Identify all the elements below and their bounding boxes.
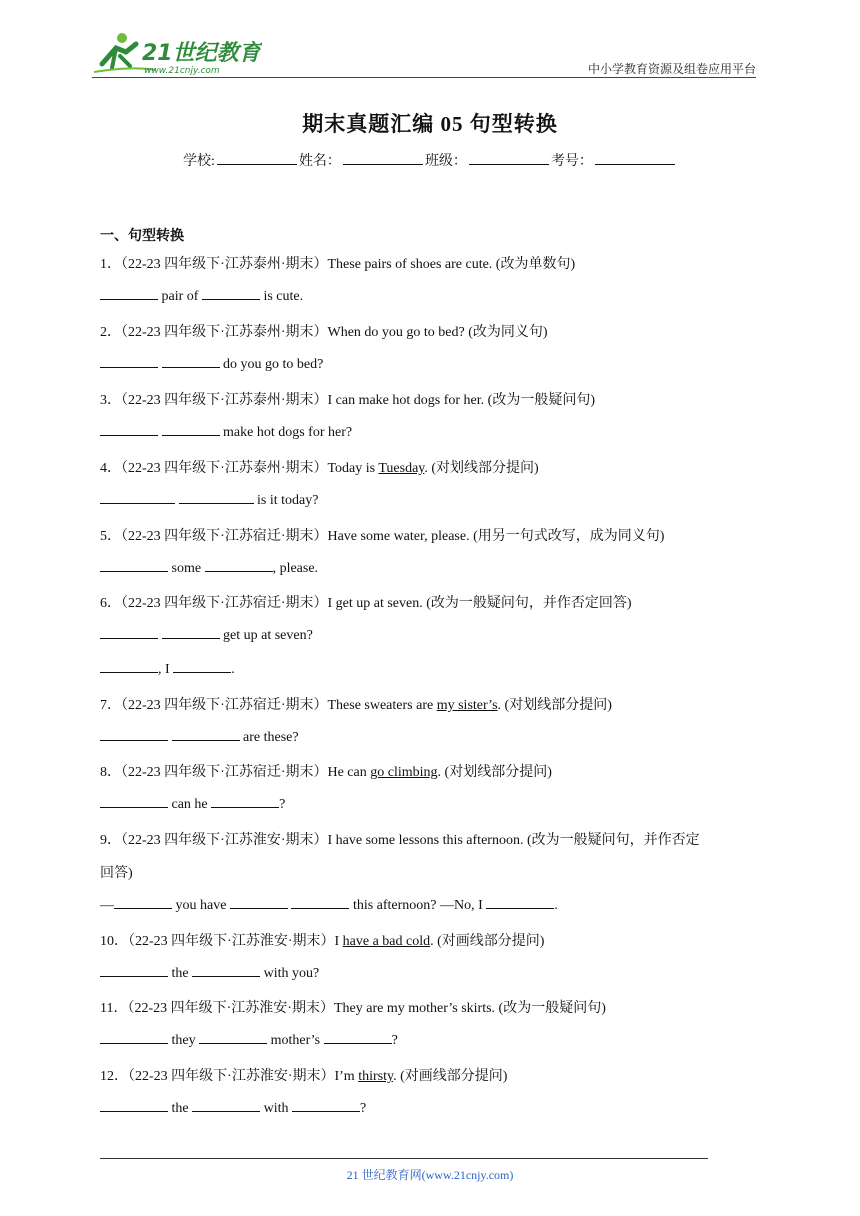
answer-blank[interactable]	[292, 1099, 360, 1112]
question-instruction: . (对划线部分提问)	[497, 698, 612, 713]
answer-line-1	[100, 287, 303, 305]
answer-blank[interactable]	[100, 1099, 168, 1112]
answer-text: .	[231, 662, 235, 677]
question-text: 4．（22-23 四年级下·江苏泰州·期末）Today is	[100, 461, 379, 476]
answer-text: .	[554, 898, 558, 913]
platform-name: 中小学教育资源及组卷应用平台	[587, 62, 756, 76]
answer-line-7	[100, 728, 299, 746]
answer-line-8	[100, 795, 285, 813]
answer-blank[interactable]	[100, 1031, 168, 1044]
question-text: 3．（22-23 四年级下·江苏泰州·期末）I can make hot dogs for her. (改为一般疑问句)	[100, 393, 595, 408]
runner-logo-icon	[92, 30, 262, 76]
page-header	[92, 30, 756, 76]
underlined-phrase: go climbing	[370, 765, 438, 780]
question-text: 11．（22-23 四年级下·江苏淮安·期末）They are my mother’s skirts. (改为一般疑问句)	[100, 1001, 606, 1016]
answer-blank[interactable]	[100, 795, 168, 808]
question-8	[100, 761, 552, 781]
question-text: 9．（22-23 四年级下·江苏淮安·期末）I have some lessons this afternoon. (改为一般疑问句，并作否定	[100, 833, 700, 848]
answer-text: pair of	[158, 289, 202, 304]
header-divider	[92, 77, 756, 78]
answer-blank[interactable]	[179, 491, 254, 504]
answer-line-9	[100, 896, 558, 914]
section-heading: 一、句型转换	[100, 228, 184, 244]
answer-text: can he	[168, 797, 212, 812]
answer-line-5	[100, 559, 318, 577]
question-3	[100, 389, 595, 409]
answer-blank[interactable]	[100, 423, 158, 436]
answer-text: , I	[158, 662, 174, 677]
answer-blank[interactable]	[192, 964, 260, 977]
question-instruction: . (对划线部分提问)	[424, 461, 539, 476]
underlined-phrase: thirsty	[358, 1069, 394, 1084]
answer-text: is cute.	[259, 289, 304, 304]
answer-text: the	[168, 1101, 193, 1116]
underlined-phrase: my sister’s	[436, 698, 498, 713]
class-blank[interactable]	[469, 152, 549, 165]
answer-text: this afternoon? —No, I	[349, 898, 487, 913]
answer-blank[interactable]	[162, 626, 220, 639]
name-label: 姓名：	[298, 154, 341, 169]
answer-blank[interactable]	[100, 728, 168, 741]
question-11	[100, 997, 606, 1017]
name-blank[interactable]	[343, 152, 423, 165]
question-text: 12．（22-23 四年级下·江苏淮安·期末）I’m	[100, 1069, 359, 1084]
site-logo	[92, 30, 262, 76]
question-12	[100, 1065, 507, 1085]
answer-blank[interactable]	[100, 660, 158, 673]
answer-text: , please.	[272, 561, 319, 576]
answer-text: —	[100, 898, 114, 913]
answer-line-12	[100, 1099, 366, 1117]
exam-number-label: 考号：	[550, 154, 593, 169]
answer-line-10	[100, 964, 319, 982]
svg-text:21世纪教育: 21世纪教育	[142, 41, 261, 66]
question-10	[100, 930, 544, 950]
answer-blank[interactable]	[211, 795, 279, 808]
answer-text: ?	[360, 1101, 367, 1116]
answer-text: with	[260, 1101, 292, 1116]
answer-blank[interactable]	[100, 355, 158, 368]
question-instruction: . (对划线部分提问)	[437, 765, 552, 780]
school-label: 学校:	[183, 154, 215, 169]
answer-blank[interactable]	[162, 355, 220, 368]
answer-text: the	[168, 966, 193, 981]
answer-blank[interactable]	[324, 1031, 392, 1044]
question-text: 6．（22-23 四年级下·江苏宿迁·期末）I get up at seven. (改为一般疑问句，并作否定回答)	[100, 596, 632, 611]
answer-blank[interactable]	[100, 964, 168, 977]
question-9	[100, 829, 700, 849]
answer-text: ?	[279, 797, 286, 812]
question-text: 10．（22-23 四年级下·江苏淮安·期末）I	[100, 934, 343, 949]
question-text: 7．（22-23 四年级下·江苏宿迁·期末）These sweaters are	[100, 698, 437, 713]
question-6	[100, 592, 632, 612]
answer-blank[interactable]	[100, 559, 168, 572]
answer-text: they	[168, 1033, 200, 1048]
exam-number-blank[interactable]	[595, 152, 675, 165]
answer-blank[interactable]	[486, 896, 554, 909]
page-title: 期末真题汇编 05 句型转换	[302, 112, 558, 136]
question-instruction: . (对画线部分提问)	[393, 1069, 508, 1084]
footer-link[interactable]: 21 世纪教育网(www.21cnjy.com)	[346, 1168, 514, 1182]
footer-divider	[100, 1158, 708, 1159]
answer-text: are these?	[239, 730, 299, 745]
answer-blank[interactable]	[192, 1099, 260, 1112]
answer-line-3	[100, 423, 352, 441]
answer-blank[interactable]	[100, 626, 158, 639]
answer-text: is it today?	[253, 493, 319, 508]
question-4	[100, 457, 539, 477]
answer-line-6b	[100, 660, 235, 678]
answer-blank[interactable]	[162, 423, 220, 436]
answer-blank[interactable]	[100, 491, 175, 504]
question-1	[100, 253, 575, 273]
answer-line-2	[100, 355, 323, 373]
answer-text: do you go to bed?	[219, 357, 324, 372]
question-text: 回答)	[100, 866, 133, 881]
answer-text: some	[168, 561, 205, 576]
answer-text: mother’s	[267, 1033, 324, 1048]
answer-blank[interactable]	[291, 896, 349, 909]
question-2	[100, 321, 548, 341]
answer-blank[interactable]	[199, 1031, 267, 1044]
svg-text:www.21cnjy.com: www.21cnjy.com	[144, 66, 220, 76]
answer-line-4	[100, 491, 318, 509]
answer-text: make hot dogs for her?	[219, 425, 353, 440]
question-text: 1．（22-23 四年级下·江苏泰州·期末）These pairs of shoes are cute. (改为单数句)	[100, 257, 576, 272]
answer-text: with you?	[260, 966, 320, 981]
answer-text: get up at seven?	[219, 628, 313, 643]
class-label: 班级：	[424, 154, 467, 169]
underlined-phrase: Tuesday	[378, 461, 425, 476]
student-info-line	[0, 150, 860, 170]
answer-blank[interactable]	[202, 287, 260, 300]
underlined-phrase: have a bad cold	[342, 934, 431, 949]
answer-blank[interactable]	[173, 660, 231, 673]
question-text: 5．（22-23 四年级下·江苏宿迁·期末）Have some water, please. (用另一句式改写，成为同义句)	[100, 529, 665, 544]
answer-text: you have	[172, 898, 230, 913]
answer-blank[interactable]	[114, 896, 172, 909]
school-blank[interactable]	[217, 152, 297, 165]
answer-blank[interactable]	[205, 559, 273, 572]
answer-blank[interactable]	[230, 896, 288, 909]
question-9-continued	[100, 862, 133, 882]
question-5	[100, 525, 664, 545]
question-7	[100, 694, 612, 714]
answer-line-6	[100, 626, 313, 644]
answer-text: ?	[391, 1033, 398, 1048]
answer-blank[interactable]	[172, 728, 240, 741]
question-instruction: . (对画线部分提问)	[430, 934, 545, 949]
answer-blank[interactable]	[100, 287, 158, 300]
answer-line-11	[100, 1031, 398, 1049]
question-text: 8．（22-23 四年级下·江苏宿迁·期末）He can	[100, 765, 371, 780]
question-text: 2．（22-23 四年级下·江苏泰州·期末）When do you go to bed? (改为同义句)	[100, 325, 548, 340]
